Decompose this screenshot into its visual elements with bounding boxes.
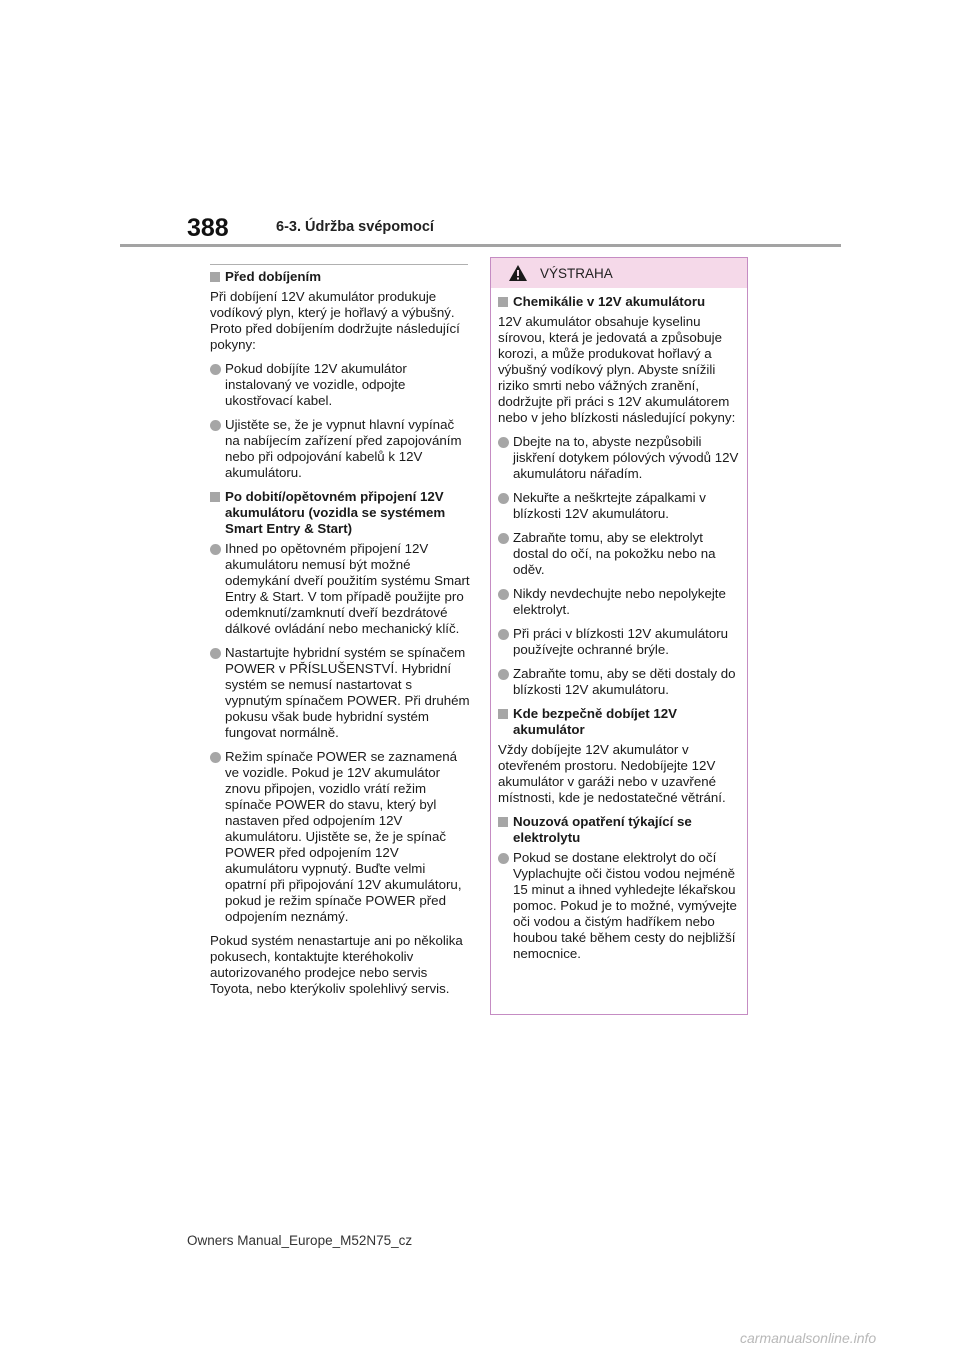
warning-triangle-icon xyxy=(508,264,528,282)
circle-bullet-icon xyxy=(498,629,509,640)
section-heading xyxy=(210,269,470,285)
block-text: Vždy dobíjejte 12V akumulátor v otevřeném prostoru. Nedobíjejte 12V akumulátor v garáži nebo v uzavřené místnosti, kde je nedostatečné větrání. xyxy=(498,742,726,805)
block-text: Nikdy nevdechujte nebo nepolykejte elektrolyt. xyxy=(513,586,726,617)
section-heading xyxy=(498,814,741,846)
square-bullet-icon xyxy=(210,272,220,282)
block-text: 12V akumulátor obsahuje kyselinu sírovou, která je jedovatá a způsobuje korozi, a může produkovat hořlavý a výbušný vodíkový plyn. Abyste snížili riziko smrti nebo vážných zranění, dodržujte při práci s 12V akumulátorem nebo v jeho blízkosti následující pokyny: xyxy=(498,314,736,425)
circle-bullet-icon xyxy=(498,853,509,864)
block-text: Ujistěte se, že je vypnut hlavní vypínač na nabíjecím zařízení před zapojováním nebo při odpojování kabelů k 12V akumulátoru. xyxy=(225,417,462,480)
bullet-item xyxy=(210,645,470,741)
warning-label: VÝSTRAHA xyxy=(540,266,613,281)
bullet-item xyxy=(210,417,470,481)
section-heading xyxy=(498,294,741,310)
block-text: Ihned po opětovném připojení 12V akumulátoru nemusí být možné odemykání dveří použitím systému Smart Entry & Start. V tom případě použijte pro odemknutí/zamknutí dveří bezdrátové dálkové ovládání nebo mechanický klíč. xyxy=(225,541,470,636)
block-text: Chemikálie v 12V akumulátoru xyxy=(513,294,706,309)
circle-bullet-icon xyxy=(210,544,221,555)
left-column xyxy=(210,264,470,1005)
warning-header xyxy=(491,258,747,288)
block-text: Zabraňte tomu, aby se elektrolyt dostal do očí, na pokožku nebo na oděv. xyxy=(513,530,716,577)
block-text: Zabraňte tomu, aby se děti dostaly do blízkosti 12V akumulátoru. xyxy=(513,666,736,697)
block-text: Nekuřte a neškrtejte zápalkami v blízkosti 12V akumulátoru. xyxy=(513,490,706,521)
paragraph xyxy=(498,742,741,806)
watermark: carmanualsonline.info xyxy=(740,1330,877,1346)
block-text: Před dobíjením xyxy=(225,269,322,284)
block-text: Při práci v blízkosti 12V akumulátoru používejte ochranné brýle. xyxy=(513,626,729,657)
left-column-rule xyxy=(210,264,468,265)
bullet-item xyxy=(498,626,741,658)
left-column-content xyxy=(210,269,470,997)
square-bullet-icon xyxy=(210,492,220,502)
block-text: Po dobití/opětovném připojení 12V akumulátoru (vozidla se systémem Smart Entry & Start) xyxy=(225,489,446,536)
circle-bullet-icon xyxy=(210,364,221,375)
header-rule xyxy=(120,244,841,247)
circle-bullet-icon xyxy=(498,437,509,448)
bullet-item xyxy=(210,541,470,637)
section-heading xyxy=(210,489,470,537)
circle-bullet-icon xyxy=(498,493,509,504)
bullet-item xyxy=(498,666,741,698)
block-text: Režim spínače POWER se zaznamená ve vozidle. Pokud je 12V akumulátor znovu připojen, vozidlo vrátí režim spínače POWER do stavu, který byl nastaven před odpojením 12V akumulátoru. Ujistěte se, že je spínač POWER před odpojením 12V akumulátoru vypnutý. Buďte velmi opatrní při připojování 12V akumulátoru, pokud je režim spínače POWER před odpojením neznámý. xyxy=(225,749,462,924)
circle-bullet-icon xyxy=(210,752,221,763)
bullet-item xyxy=(498,850,741,962)
circle-bullet-icon xyxy=(498,669,509,680)
bullet-item xyxy=(498,490,741,522)
block-text: Pokud dobíjíte 12V akumulátor instalovaný ve vozidle, odpojte ukostřovací kabel. xyxy=(225,361,407,408)
section-title: 6-3. Údržba svépomocí xyxy=(276,219,434,235)
square-bullet-icon xyxy=(498,297,508,307)
square-bullet-icon xyxy=(498,817,508,827)
paragraph xyxy=(210,289,470,353)
paragraph xyxy=(210,933,470,997)
paragraph xyxy=(498,314,741,426)
circle-bullet-icon xyxy=(498,533,509,544)
bullet-item xyxy=(210,361,470,409)
bullet-item xyxy=(498,434,741,482)
warning-box xyxy=(490,257,748,1015)
page-number: 388 xyxy=(187,214,229,242)
circle-bullet-icon xyxy=(210,648,221,659)
bullet-item xyxy=(498,530,741,578)
warning-content xyxy=(491,288,747,962)
block-text: Dbejte na to, abyste nezpůsobili jiskření dotykem pólových vývodů 12V akumulátoru nářadím. xyxy=(513,434,739,481)
bullet-item xyxy=(498,586,741,618)
block-text: Pokud systém nenastartuje ani po několika pokusech, kontaktujte kteréhokoliv autorizovaného prodejce nebo servis Toyota, nebo kterýkoliv spolehlivý servis. xyxy=(210,933,463,996)
block-text: Pokud se dostane elektrolyt do očí Vyplachujte oči čistou vodou nejméně 15 minut a ihned vyhledejte lékařskou pomoc. Pokud je to možné, vymývejte oči vodou a čistým hadříkem nebo houbou také během cesty do nejbližší nemocnice. xyxy=(513,850,737,961)
circle-bullet-icon xyxy=(498,589,509,600)
block-text: Kde bezpečně dobíjet 12V akumulátor xyxy=(513,706,678,737)
section-heading xyxy=(498,706,741,738)
bullet-item xyxy=(210,749,470,925)
block-text: Nouzová opatření týkající se elektrolytu xyxy=(513,814,692,845)
footer-text: Owners Manual_Europe_M52N75_cz xyxy=(187,1233,413,1248)
block-text: Při dobíjení 12V akumulátor produkuje vodíkový plyn, který je hořlavý a výbušný. Proto před dobíjením dodržujte následující pokyny: xyxy=(210,289,460,352)
square-bullet-icon xyxy=(498,709,508,719)
block-text: Nastartujte hybridní systém se spínačem POWER v PŘÍSLUŠENSTVÍ. Hybridní systém se nemusí nastartovat s vypnutým spínačem POWER. Při druhém pokusu však bude hybridní systém fungovat normálně. xyxy=(225,645,470,740)
circle-bullet-icon xyxy=(210,420,221,431)
